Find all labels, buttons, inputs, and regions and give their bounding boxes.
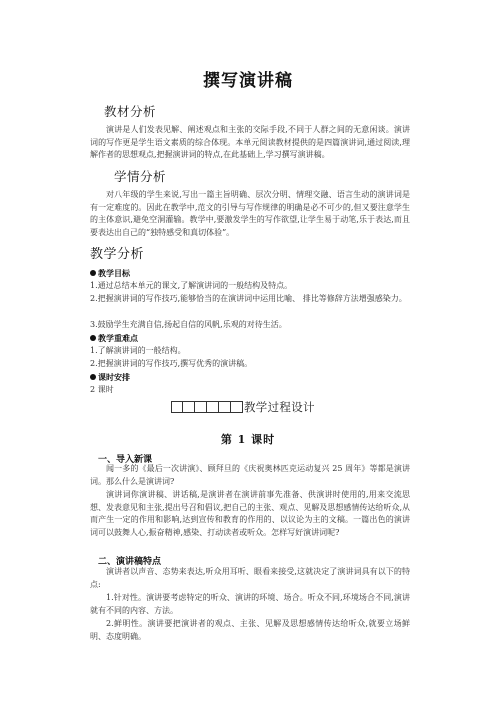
key-point-item: 1.了解演讲词的一般结构。	[90, 346, 186, 355]
part2-heading: 二、演讲稿特点	[98, 557, 162, 567]
schedule-value: 2 课时	[90, 385, 114, 394]
box-icon	[219, 401, 231, 413]
process-heading: 教学过程设计	[244, 400, 315, 414]
part2-text: 2.鲜明性。演讲要把演讲者的观点、主张、见解及思想感情传达给听众,就要立场鲜明、态度明确。	[90, 619, 410, 641]
box-icon	[231, 401, 243, 413]
part1-text: 演讲词你演讲稿、讲话稿,是演讲者在演讲前事先准备、供演讲时使用的,用来交流思想、发表意见和主张,提出号召和倡议,把自己的主张、观点、见解及思想感情传达给听众,从而产生一定的作用和影响,达到宣传和教育的作用的、以议论为主的文稿。一篇出色的演讲词可以鼓舞人心,振奋精神,感染、打动读者或听众。怎样写好演讲词呢?	[90, 490, 410, 537]
part2-text: 1.针对性。演讲要考虑特定的听众、演讲的环境、场合。听众不同,环境场合不同,演讲就有不同的内容、方法。	[90, 593, 410, 615]
part1-heading: 一、导入新课	[98, 455, 153, 465]
key-points-label: 教学重难点	[90, 333, 138, 344]
bullet-icon	[90, 335, 96, 341]
heading-material-analysis: 教材分析	[104, 104, 157, 119]
heading-student-analysis: 学情分析	[114, 169, 167, 184]
heading-teaching-analysis: 教学分析	[90, 247, 145, 262]
box-icon	[207, 401, 219, 413]
document-title: 撰写演讲稿	[203, 71, 293, 91]
box-icon	[171, 401, 183, 413]
goal-item: 3.鼓励学生充满自信,扬起自信的风帆,乐观的对待生活。	[90, 320, 287, 329]
student-analysis-text: 对八年级的学生来说,写出一篇主旨明确、层次分明、情理交融、语言生动的演讲词是有一定难度的。因此在教学中,范文的引导与写作规律的明确是必不可少的,但又要注意学生的主体意识,避免空洞灌输。教学中,要激发学生的写作欲望,让学生易于动笔,乐于表达,而且要表达出自己的“独特感受和真切体验”。	[90, 190, 410, 237]
schedule-label: 课时安排	[90, 372, 130, 383]
box-icon	[195, 401, 207, 413]
material-analysis-text: 演讲是人们发表见解、阐述观点和主张的交际手段,不同于人群之间的无意闲谈。演讲词的写作更是学生语文素质的综合体现。本单元阅读教材提供的是四篇演讲词,通过阅读,理解作者的思想观点,把握演讲词的特点,在此基础上,学习撰写演讲稿。	[90, 125, 410, 160]
goal-item: 2.把握演讲词的写作技巧,能够恰当的在演讲词中运用比喻、 排比等修辞方法增强感染力。	[90, 294, 407, 303]
part2-text: 演讲者以声音、态势来表达,听众用耳听、眼看来接受,这就决定了演讲词具有以下的特点:	[90, 567, 410, 589]
lesson-title: 第 1 课时	[220, 433, 276, 446]
goal-item: 1.通过总结本单元的课文,了解演讲词的一般结构及特点。	[90, 281, 293, 290]
teaching-goals-label: 教学目标	[90, 268, 130, 279]
process-heading-row	[171, 400, 315, 414]
part1-text: 闻一多的《最后一次讲演》、顾拜旦的《庆祝奥林匹克运动复兴 25 周年》等都是演讲词。那么什么是演讲词?	[90, 464, 410, 486]
key-point-item: 2.把握演讲词的写作技巧,撰写优秀的演讲稿。	[90, 359, 253, 368]
bullet-icon	[90, 374, 96, 380]
box-icon	[183, 401, 195, 413]
bullet-icon	[90, 270, 96, 276]
